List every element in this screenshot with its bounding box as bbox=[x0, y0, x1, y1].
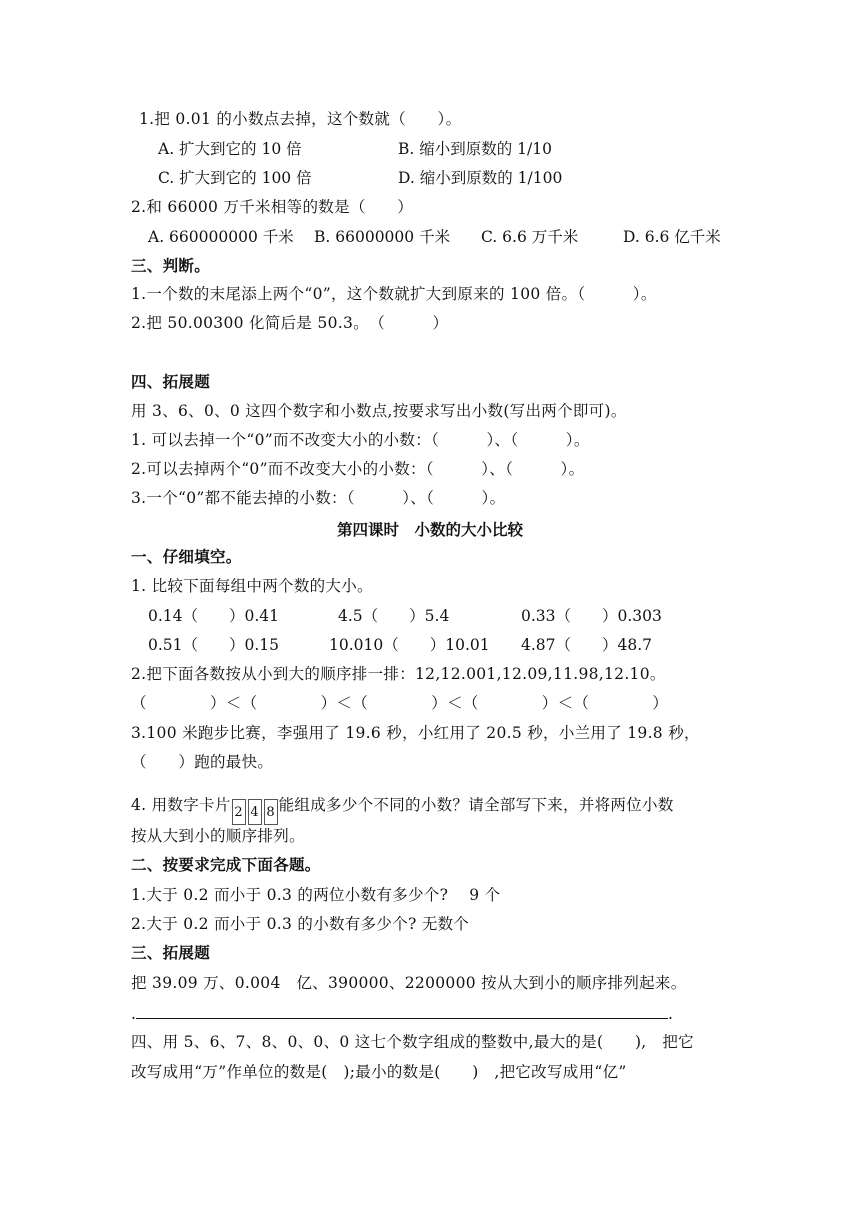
lesson-s4-line-1: 四、用 5、6、7、8、0、0、0 这七个数字组成的整数中,最大的是( ), 把它 bbox=[131, 1033, 694, 1051]
q1-option-d: D. 缩小到原数的 1/100 bbox=[398, 169, 563, 187]
lesson-s1-line-2: 2.把下面各数按从小到大的顺序排一排：12,12.001,12.09,11.98,12.10。 bbox=[131, 665, 666, 683]
q2-stem: 2.和 66000 万千米相等的数是（ ） bbox=[131, 198, 414, 216]
sec4-intro: 用 3、6、0、0 这四个数字和小数点,按要求写出小数(写出两个即可)。 bbox=[131, 402, 627, 420]
lesson-s1-line-1: 1. 比较下面每组中两个数的大小。 bbox=[131, 577, 373, 595]
answer-line-end: . bbox=[668, 1005, 673, 1023]
compare-item: 10.010（ ）10.01 bbox=[329, 636, 490, 654]
digit-card: 8 bbox=[264, 799, 278, 825]
q1-option-c: C. 扩大到它的 100 倍 bbox=[158, 169, 312, 187]
lesson-s1-line-4b: 按从大到小的顺序排列。 bbox=[131, 827, 305, 845]
sec3-heading: 三、判断。 bbox=[131, 257, 211, 275]
q1-stem: 1.把 0.01 的小数点去掉，这个数就（ ）。 bbox=[139, 110, 462, 128]
lesson-s2-line-1: 1.大于 0.2 而小于 0.3 的两位小数有多少个? 9 个 bbox=[131, 886, 501, 904]
q2-option-b: B. 66000000 千米 bbox=[314, 228, 451, 246]
digit-cards bbox=[232, 799, 278, 825]
answer-line bbox=[136, 1018, 668, 1019]
line-4-suffix: 能组成多少个不同的小数？请全部写下来，并将两位小数 bbox=[278, 796, 674, 814]
q1-option-a: A. 扩大到它的 10 倍 bbox=[158, 140, 302, 158]
digit-card: 4 bbox=[248, 799, 262, 825]
lesson-s1-line-4 bbox=[131, 795, 674, 825]
digit-card: 2 bbox=[232, 799, 246, 825]
lesson-s1-line-3b: （ ）跑的最快。 bbox=[131, 753, 274, 771]
compare-item: 0.51（ ）0.15 bbox=[148, 636, 280, 654]
lesson-s3-heading: 三、拓展题 bbox=[131, 944, 211, 962]
sec4-line-1: 1. 可以去掉一个“0”而不改变大小的小数：（ ）、（ ）。 bbox=[131, 431, 590, 449]
answer-line-start: . bbox=[131, 1005, 136, 1023]
compare-item: 4.5（ ）5.4 bbox=[338, 607, 450, 625]
compare-item: 4.87（ ）48.7 bbox=[521, 636, 653, 654]
lesson-s1-line-3: 3.100 米跑步比赛，李强用了 19.6 秒，小红用了 20.5 秒，小兰用了 19.8 秒， bbox=[131, 724, 700, 742]
q2-option-a: A. 660000000 千米 bbox=[148, 228, 294, 246]
sec3-line-2: 2.把 50.00300 化简后是 50.3。 （ ） bbox=[131, 314, 449, 332]
q1-option-b: B. 缩小到原数的 1/10 bbox=[398, 140, 552, 158]
line-4-prefix: 4. 用数字卡片 bbox=[131, 796, 231, 814]
lesson-s4-line-2: 改写成用“万”作单位的数是( );最小的数是( ) ,把它改写成用“亿” bbox=[131, 1063, 627, 1081]
lesson-s2-line-2: 2.大于 0.2 而小于 0.3 的小数有多少个? 无数个 bbox=[131, 915, 470, 933]
q2-option-c: C. 6.6 万千米 bbox=[481, 228, 579, 246]
compare-item: 0.14（ ）0.41 bbox=[148, 607, 280, 625]
lesson-s1-heading: 一、仔细填空。 bbox=[131, 548, 242, 566]
lesson-title: 第四课时 小数的大小比较 bbox=[336, 521, 523, 539]
lesson-s3-line-1: 把 39.09 万、0.004 亿、390000、2200000 按从大到小的顺序排列起来。 bbox=[131, 974, 687, 992]
q2-option-d: D. 6.6 亿千米 bbox=[623, 228, 721, 246]
sec4-heading: 四、拓展题 bbox=[131, 373, 211, 391]
lesson-s2-heading: 二、按要求完成下面各题。 bbox=[131, 856, 321, 874]
sec4-line-2: 2.可以去掉两个“0”而不改变大小的小数：（ ）、（ ）。 bbox=[131, 460, 585, 478]
sec3-line-1: 1.一个数的末尾添上两个“0”，这个数就扩大到原来的 100 倍。（ ）。 bbox=[131, 285, 657, 303]
sec4-line-3: 3.一个“0”都不能去掉的小数：（ ）、（ ）。 bbox=[131, 489, 506, 507]
compare-item: 0.33（ ）0.303 bbox=[521, 607, 662, 625]
lesson-s1-line-2b: （ ）＜（ ）＜（ ）＜（ ）＜（ ） bbox=[131, 694, 669, 712]
